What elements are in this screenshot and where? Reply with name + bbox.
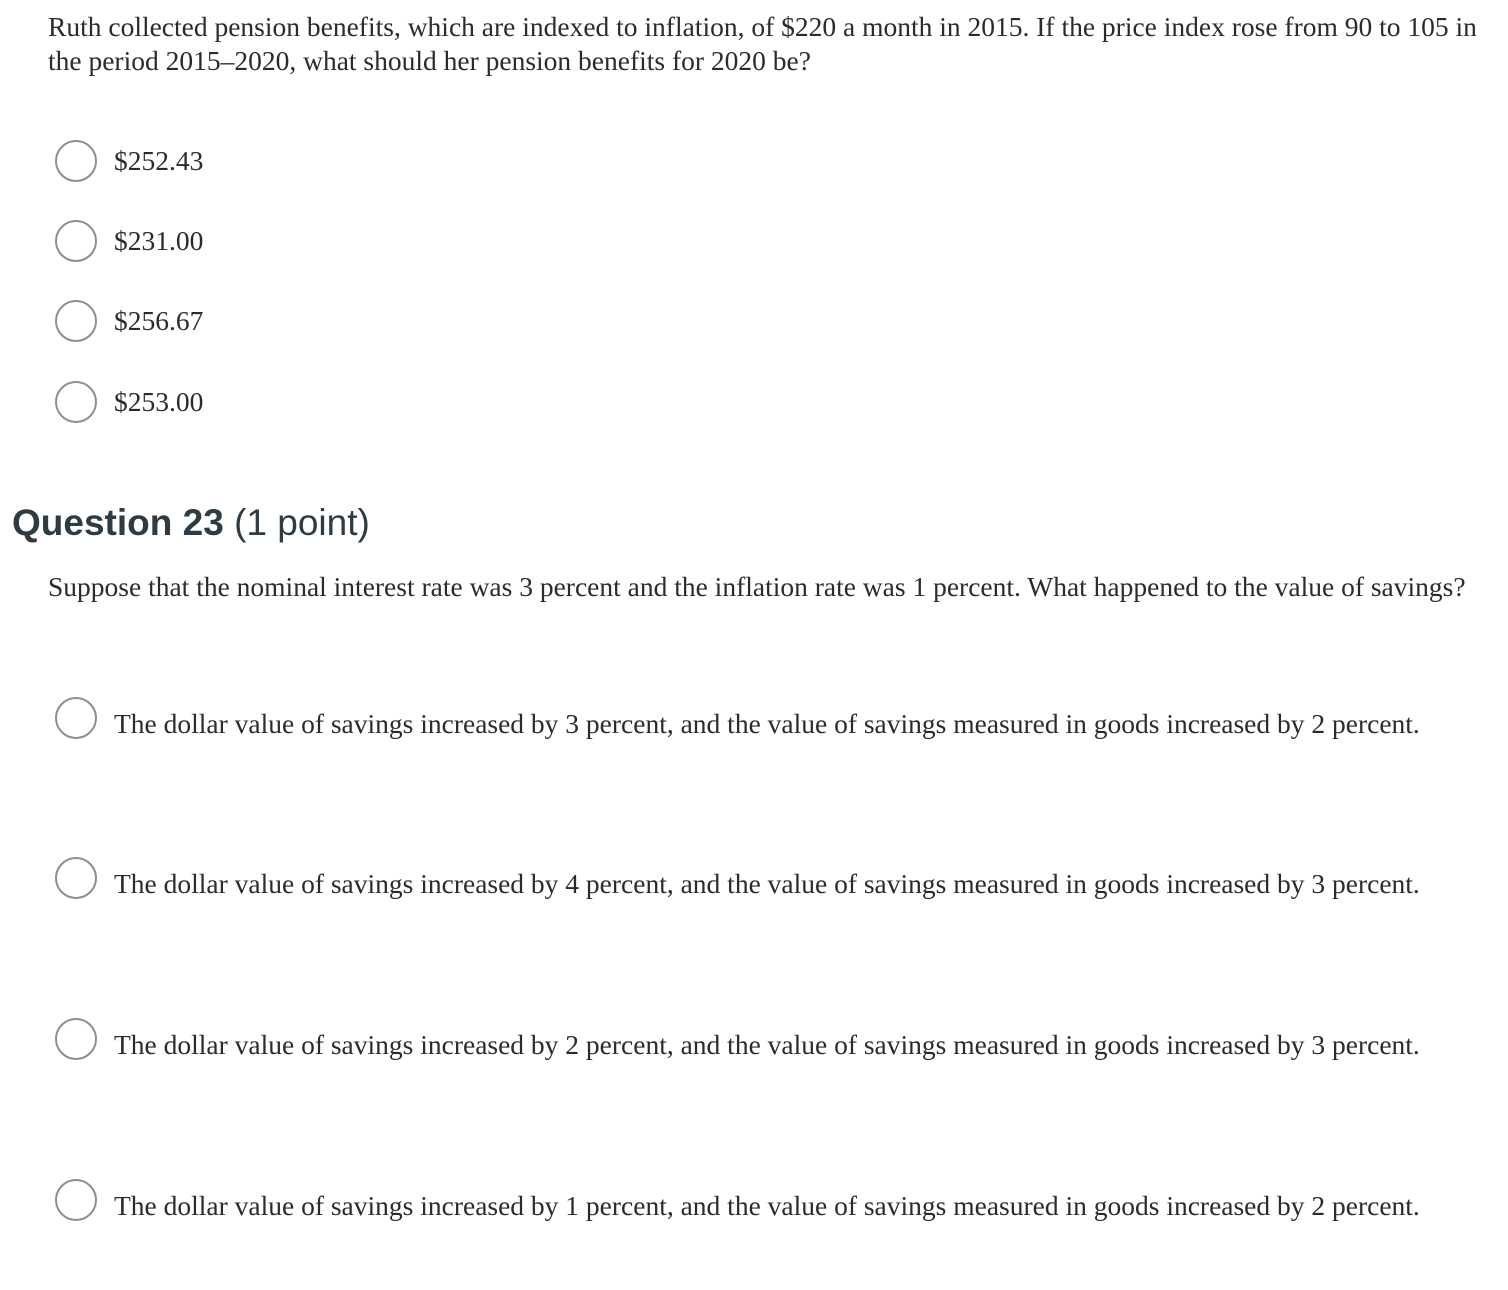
question-23-title: Question 23 [12,502,224,543]
radio-button-icon[interactable] [55,1018,97,1060]
q22-option-2[interactable] [55,217,203,265]
q22-option-3-label: $256.67 [114,305,204,336]
radio-button-icon[interactable] [55,300,97,342]
q22-option-1[interactable] [55,137,203,185]
q22-option-2-label: $231.00 [114,225,204,256]
q23-option-3-label: The dollar value of savings increased by 2 percent, and the value of savings measured in goods increased by 3 percent. [114,1029,1420,1060]
radio-button-icon[interactable] [55,381,97,423]
q22-option-4-label: $253.00 [114,386,204,417]
q23-option-1-label: The dollar value of savings increased by 3 percent, and the value of savings measured in goods increased by 2 percent. [114,708,1420,739]
radio-button-icon[interactable] [55,697,97,739]
radio-button-icon[interactable] [55,140,97,182]
q23-option-4-label: The dollar value of savings increased by 1 percent, and the value of savings measured in goods increased by 2 percent. [114,1190,1420,1221]
radio-button-icon[interactable] [55,1179,97,1221]
q23-option-2-label: The dollar value of savings increased by 4 percent, and the value of savings measured in goods increased by 3 percent. [114,868,1420,899]
radio-button-icon[interactable] [55,220,97,262]
question-23-prompt: Suppose that the nominal interest rate was 3 percent and the inflation rate was 1 percent. What happened to the value of savings? [48,571,1466,602]
radio-button-icon[interactable] [55,857,97,899]
q22-option-1-label: $252.43 [114,145,204,176]
q22-option-4[interactable] [55,378,203,426]
question-23-points: (1 point) [234,502,370,543]
q22-option-3[interactable] [55,297,203,345]
question-22-prompt: Ruth collected pension benefits, which are indexed to inflation, of $220 a month in 2015. If the price index rose from 90 to 105 in the period 2015–2020, what should her pension benefits for 2020 be? [48,11,1477,76]
question-23-header [12,500,370,546]
